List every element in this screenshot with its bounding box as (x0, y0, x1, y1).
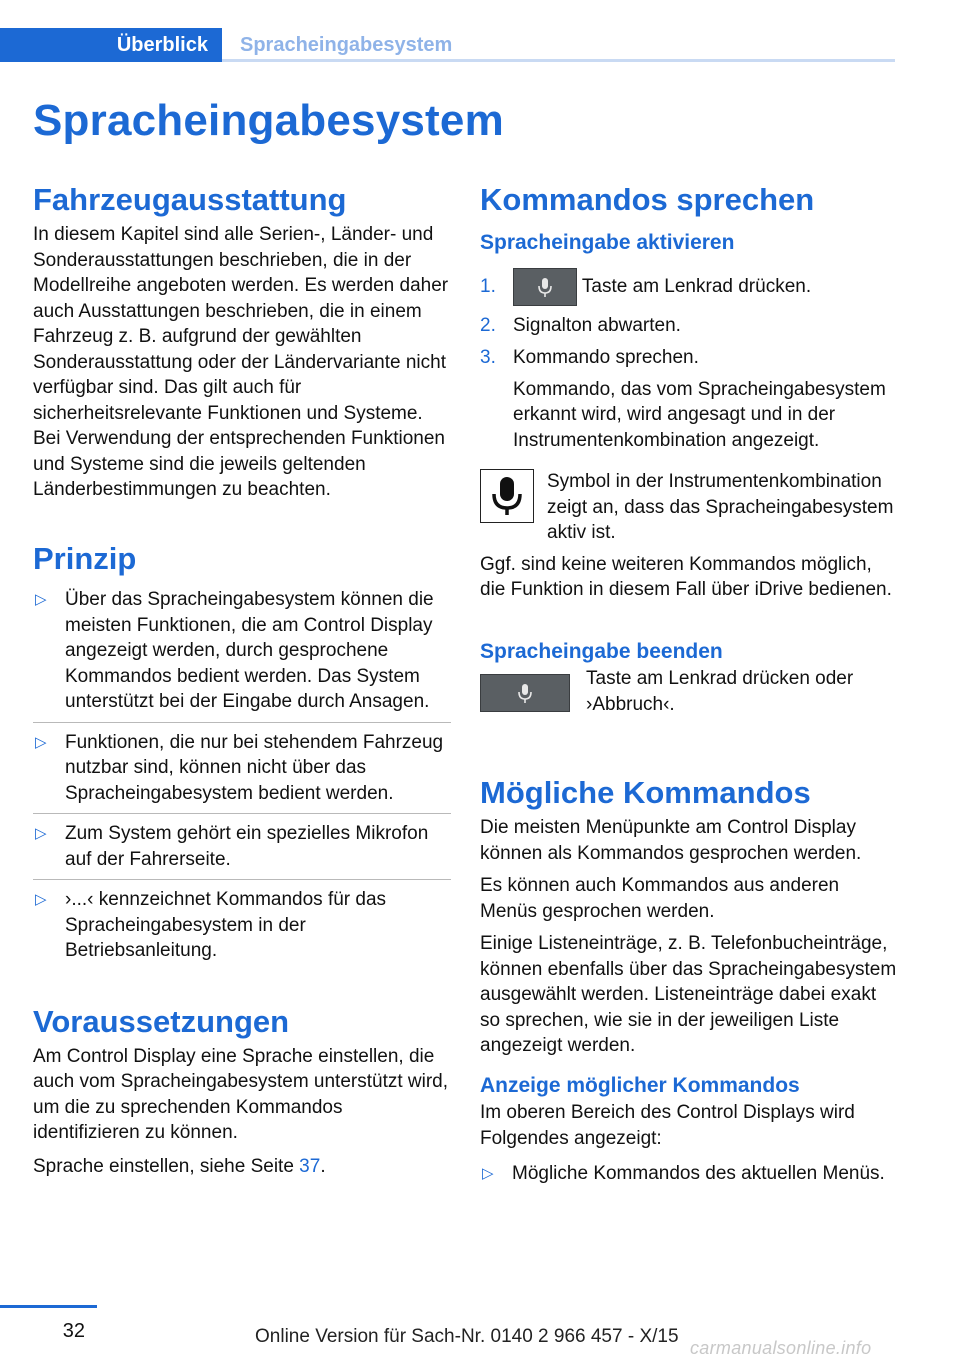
text-fahrzeugausstattung: In diesem Kapitel sind alle Serien-, Länder- und Sonderausstattungen beschrieben, die in der Modellreihe angeboten werden. Es werden daher auch Ausstattungen beschrieben, die in einem Fahrzeug z. B. aufgrund der gewählten Sonderausstattung oder der Ländervariante nicht verfügbar sind. Das gilt auch für sicherheitsrelevante Funktionen und Systeme. Bei Verwendung der entsprechenden Funktionen und Systeme sind die jeweils geltenden Länderbestimmungen zu beachten. (33, 224, 449, 501)
note-text: Ggf. sind keine weiteren Kommandos möglich, die Funktion in diesem Fall über iDrive bedienen. (480, 553, 892, 601)
watermark: carmanualsonline.info (690, 1338, 872, 1358)
step-text: Signalton abwarten. (513, 314, 681, 336)
list-item-text: Über das Spracheingabesystem können die meisten Funktionen, die am Control Display angezeigt werden, durch gesprochene Kommandos bedient werden. Das System unterstützt bei der Eingabe durch Ansagen. (65, 589, 434, 713)
end-description: Taste am Lenkrad drücken oder ›Abbruch‹. (586, 668, 854, 715)
step-number: 1. (480, 275, 496, 297)
voice-key-button (480, 674, 570, 712)
heading-fahrzeugausstattung: Fahrzeugausstattung (33, 182, 347, 217)
right-column (480, 180, 898, 1187)
list-item (480, 1161, 898, 1187)
list-item-text: Mögliche Kommandos des aktuellen Menüs. (512, 1163, 885, 1185)
heading-moegliche-kommandos: Mögliche Kommandos (480, 775, 811, 811)
voice-key-button (513, 268, 577, 306)
triangle-bullet-icon: ▷ (35, 891, 47, 909)
paragraph-2: Es können auch Kommandos aus anderen Menüs gesprochen werden. (480, 875, 840, 922)
subheading-display-commands: Anzeige möglicher Kommandos (480, 1073, 800, 1097)
microphone-symbol (480, 469, 534, 523)
symbol-block (480, 469, 898, 546)
triangle-bullet-icon: ▷ (35, 733, 47, 751)
microphone-icon (481, 675, 569, 711)
header-divider (222, 59, 895, 62)
page-reference (33, 1154, 451, 1180)
list-item (480, 313, 898, 339)
end-block (480, 668, 898, 717)
tab-voice-system[interactable]: Spracheingabesystem (240, 34, 453, 56)
subheading-end: Spracheingabe beenden (480, 639, 723, 663)
step-text: Taste am Lenkrad drücken. (577, 275, 812, 297)
prinzip-list (33, 587, 451, 964)
paragraph-1: Die meisten Menüpunkte am Control Display können als Kommandos gesprochen werden. (480, 817, 862, 864)
subheading-activate: Spracheingabe aktivieren (480, 231, 735, 255)
step-detail: Kommando, das vom Spracheingabesystem erkannt wird, wird angesagt und in der Instrumentenkombination angezeigt. (513, 378, 886, 451)
heading-voraussetzungen: Voraussetzungen (33, 1003, 290, 1039)
paragraph-4: Im oberen Bereich des Control Displays wird Folgendes angezeigt: (480, 1102, 855, 1149)
page-link[interactable]: 37 (299, 1155, 321, 1177)
step-number: 3. (480, 347, 496, 369)
footer-divider (0, 1305, 97, 1308)
triangle-bullet-icon: ▷ (35, 825, 47, 843)
list-item (480, 268, 898, 306)
list-item-text: Funktionen, die nur bei stehendem Fahrzeug nutzbar sind, können nicht über das Spracheingabesystem bedient werden. (65, 731, 444, 804)
list-item (33, 587, 451, 715)
microphone-icon (514, 269, 576, 305)
reference-end: . (320, 1155, 326, 1177)
list-item-text: ›...‹ kennzeichnet Kommandos für das Spracheingabesystem in der Betriebsanleitung. (65, 889, 387, 962)
page-title: Spracheingabesystem (33, 96, 504, 145)
list-item (480, 345, 898, 453)
triangle-bullet-icon: ▷ (35, 591, 47, 609)
text-voraussetzungen: Am Control Display eine Sprache einstellen, die auch vom Spracheingabesystem unterstützt wird, um die zu sprechenden Kommandos identifizieren zu können. (33, 1045, 449, 1144)
reference-text: Sprache einstellen, siehe Seite (33, 1155, 294, 1177)
display-list (480, 1161, 898, 1187)
microphone-icon (487, 474, 527, 518)
steps-list (480, 268, 898, 454)
list-item (33, 722, 451, 807)
online-version-text: Online Version für Sach-Nr. 0140 2 966 457 - X/15 (255, 1326, 679, 1347)
list-item (33, 879, 451, 964)
paragraph-3: Einige Listeneinträge, z. B. Telefonbucheinträge, können ebenfalls über das Spracheingabesystem ausgewählt werden. Listeneinträge dabei exakt so sprechen, wie sie in der jeweiligen Liste angezeigt werden. (480, 933, 897, 1057)
list-item (33, 813, 451, 872)
top-navigation (0, 28, 895, 62)
heading-prinzip: Prinzip (33, 540, 137, 576)
triangle-bullet-icon: ▷ (482, 1165, 494, 1183)
heading-kommandos-sprechen: Kommandos sprechen (480, 182, 815, 217)
list-item-text: Zum System gehört ein spezielles Mikrofon auf der Fahrerseite. (65, 823, 429, 870)
step-text: Kommando sprechen. (513, 347, 699, 369)
page-number: 32 (62, 1320, 85, 1342)
symbol-description: Symbol in der Instrumentenkombination zeigt an, dass das Spracheingabesystem aktiv ist. (547, 471, 894, 544)
left-column (33, 180, 451, 1179)
tab-overview[interactable]: Überblick (0, 28, 222, 62)
step-number: 2. (480, 314, 496, 336)
